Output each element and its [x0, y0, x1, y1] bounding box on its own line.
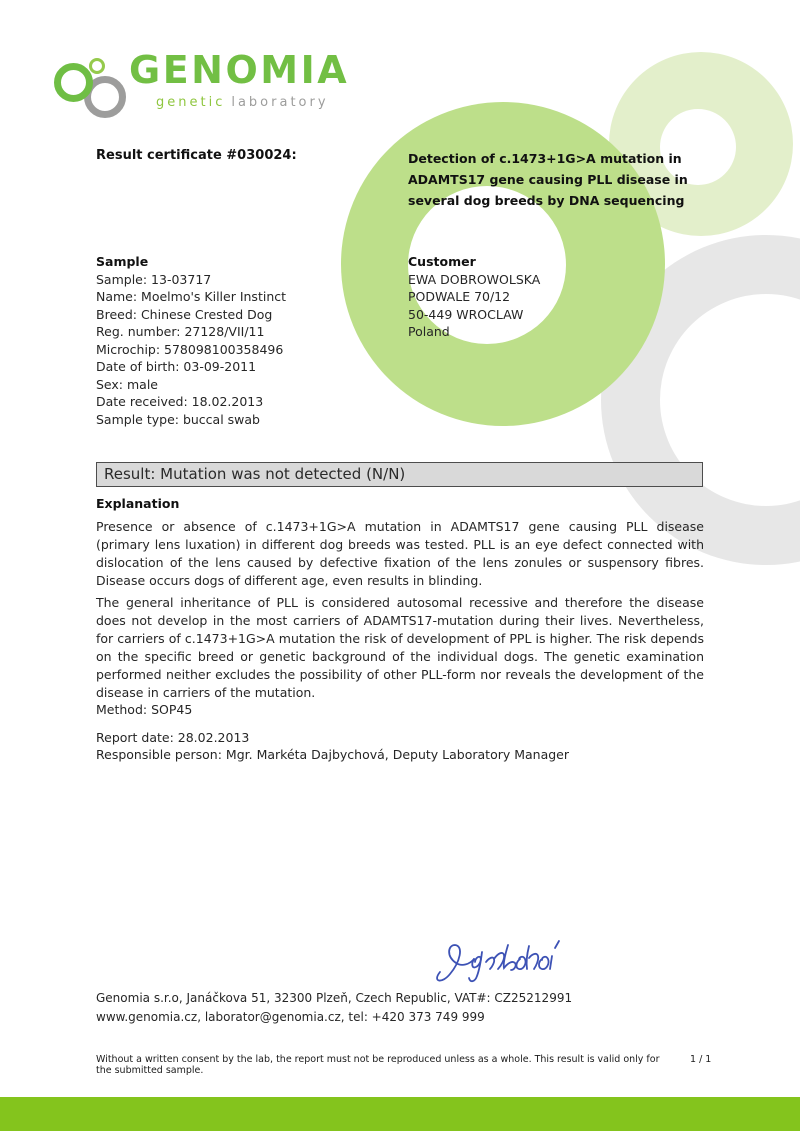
footer-contact-line: www.genomia.cz, laborator@genomia.cz, tel: +420 373 749 999 [96, 1010, 485, 1024]
test-title-line: Detection of c.1473+1G>A mutation in [408, 151, 682, 166]
responsible-person-line: Responsible person: Mgr. Markéta Dajbychová, Deputy Laboratory Manager [96, 747, 570, 762]
method-line: Method: SOP45 [96, 702, 193, 717]
footer-disclaimer: Without a written consent by the lab, the report must not be reproduced unless as a whole. This result is valid only for the submitted sample. [96, 1054, 660, 1076]
signature-handwriting [428, 928, 578, 992]
page-number: 1 / 1 [690, 1054, 712, 1065]
test-title-line: ADAMTS17 gene causing PLL disease in [408, 172, 688, 187]
sample-field: Date of birth: 03-09-2011 [96, 359, 257, 374]
sample-field: Reg. number: 27128/VII/11 [96, 324, 265, 339]
signature-icon [428, 928, 578, 988]
sample-field: Sample type: buccal swab [96, 411, 260, 427]
logo-large-green-circle-icon [54, 63, 93, 102]
customer-section [408, 253, 708, 341]
logo-wordmark: GENOMIA [129, 48, 350, 92]
report-date-line: Report date: 28.02.2013 [96, 730, 250, 745]
bottom-green-bar [0, 1097, 800, 1131]
sample-field: Name: Moelmo's Killer Instinct [96, 289, 287, 304]
explanation-heading: Explanation [96, 496, 180, 511]
customer-line: 50-449 WROCLAW [408, 306, 524, 322]
sample-heading: Sample [96, 254, 149, 269]
customer-heading: Customer [408, 254, 476, 269]
sample-field: Date received: 18.02.2013 [96, 394, 264, 409]
sample-field: Microchip: 578098100358496 [96, 341, 284, 357]
logo-small-green-circle-icon [89, 58, 105, 74]
logo-tagline-genetic: genetic [156, 95, 226, 110]
result-box: Result: Mutation was not detected (N/N) [96, 462, 703, 487]
logo-tagline-laboratory: laboratory [231, 95, 329, 110]
test-title [408, 148, 708, 211]
customer-line: PODWALE 70/12 [408, 289, 511, 304]
explanation-paragraph-1: Presence or absence of c.1473+1G>A mutation in ADAMTS17 gene causing PLL disease (primary lens luxation) in different dog breeds was tested. PLL is an eye defect connected with dislocation of the lens caused by defective fixation of the lens zonules or suspensory fibres. Disease occurs dogs of different age, even results in blinding. [96, 519, 704, 588]
sample-field: Sample: 13-03717 [96, 271, 212, 287]
logo-tagline [156, 95, 329, 110]
customer-line: EWA DOBROWOLSKA [408, 271, 541, 287]
sample-section [96, 253, 396, 428]
customer-line: Poland [408, 324, 450, 339]
sample-field: Sex: male [96, 376, 158, 392]
explanation-paragraph-2: The general inheritance of PLL is considered autosomal recessive and therefore the disease does not develop in the most carriers of ADAMTS17-mutation during their lives. Nevertheless, for carriers of c.1473+1G>A mutation the risk of development of PPL is higher. The risk depends on the specific breed or genetic background of the individual dogs. The genetic examination performed neither excludes the possibility of other PLL-form nor reveals the development of the disease in carriers of the mutation. [96, 595, 704, 700]
certificate-number-label: Result certificate #030024: [96, 148, 297, 163]
footer-company-line: Genomia s.r.o, Janáčkova 51, 32300 Plzeň, Czech Republic, VAT#: CZ25212991 [96, 991, 573, 1005]
test-title-line: several dog breeds by DNA sequencing [408, 193, 685, 208]
sample-field: Breed: Chinese Crested Dog [96, 306, 273, 322]
